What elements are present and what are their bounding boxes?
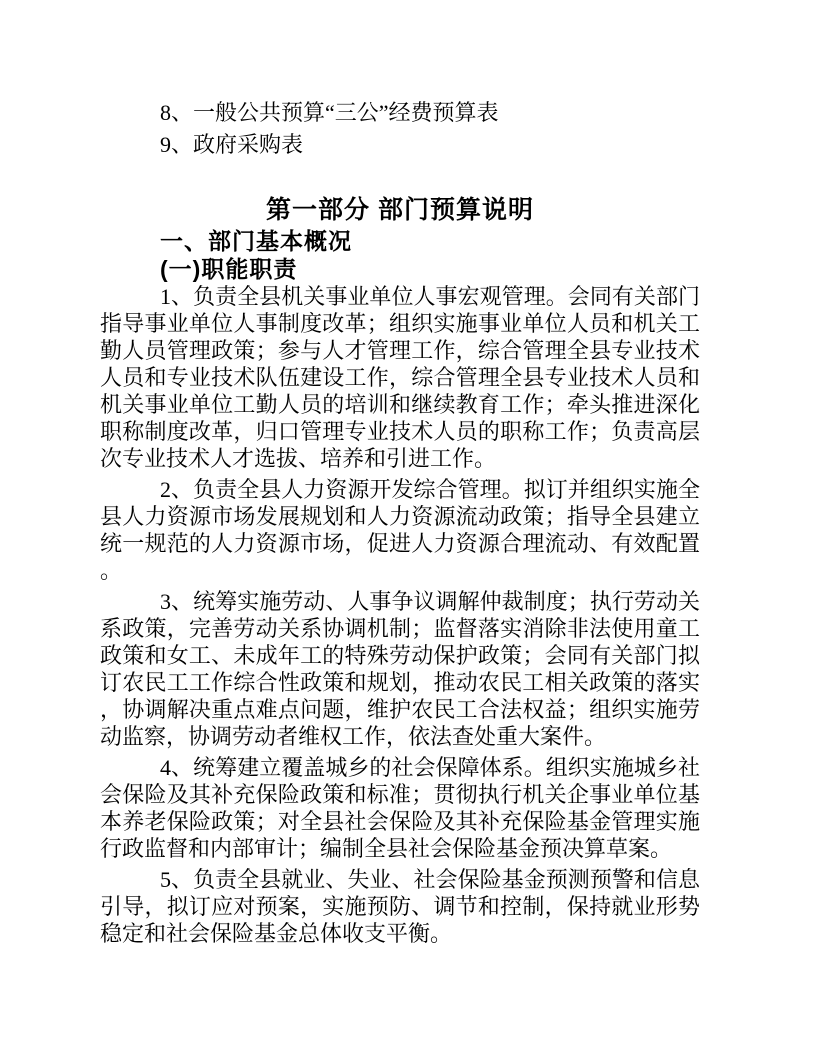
paragraph-duty-3: 3、统筹实施劳动、人事争议调解仲裁制度；执行劳动关系政策，完善劳动关系协调机制；监督落实消除非法使用童工政策和女工、未成年工的特殊劳动保护政策；会同有关部门拟订农民工工作综合性政策和规划，推动农民工相关政策的落实，协调解决重点难点问题，维护农民工合法权益；组织实施劳动监察，协调劳动者维权工作，依法查处重大案件。 <box>100 589 700 749</box>
heading-functions-duties: (一)职能职责 <box>160 256 298 282</box>
paragraph-duty-2: 2、负责全县人力资源开发综合管理。拟订并组织实施全县人力资源市场发展规划和人力资源流动政策；指导全县建立统一规范的人力资源市场，促进人力资源合理流动、有效配置。 <box>100 477 700 583</box>
paragraph-duty-4: 4、统筹建立覆盖城乡的社会保障体系。组织实施城乡社会保险及其补充保险政策和标准；贯彻执行机关企事业单位基本养老保险政策；对全县社会保险及其补充保险基金管理实施行政监督和内部审计；编制全县社会保险基金预决算草案。 <box>100 755 700 861</box>
attachment-list-item-9: 9、政府采购表 <box>160 132 304 157</box>
paragraph-duty-5: 5、负责全县就业、失业、社会保险基金预测预警和信息引导，拟订应对预案，实施预防、调节和控制，保持就业形势稳定和社会保险基金总体收支平衡。 <box>100 867 700 946</box>
paragraph-duty-1: 1、负责全县机关事业单位人事宏观管理。会同有关部门指导事业单位人事制度改革；组织实施事业单位人员和机关工勤人员管理政策；参与人才管理工作，综合管理全县专业技术人员和专业技术队伍建设工作，综合管理全县专业技术人员和机关事业单位工勤人员的培训和继续教育工作；牵头推进深化职称制度改革，归口管理专业技术人员的职称工作；负责高层次专业技术人才选拔、培养和引进工作。 <box>100 284 700 471</box>
part-title: 第一部分 部门预算说明 <box>266 196 534 224</box>
attachment-list <box>100 97 700 161</box>
heading-department-overview: 一、部门基本概况 <box>160 228 352 254</box>
attachment-list-item-8: 8、一般公共预算“三公”经费预算表 <box>160 100 499 125</box>
